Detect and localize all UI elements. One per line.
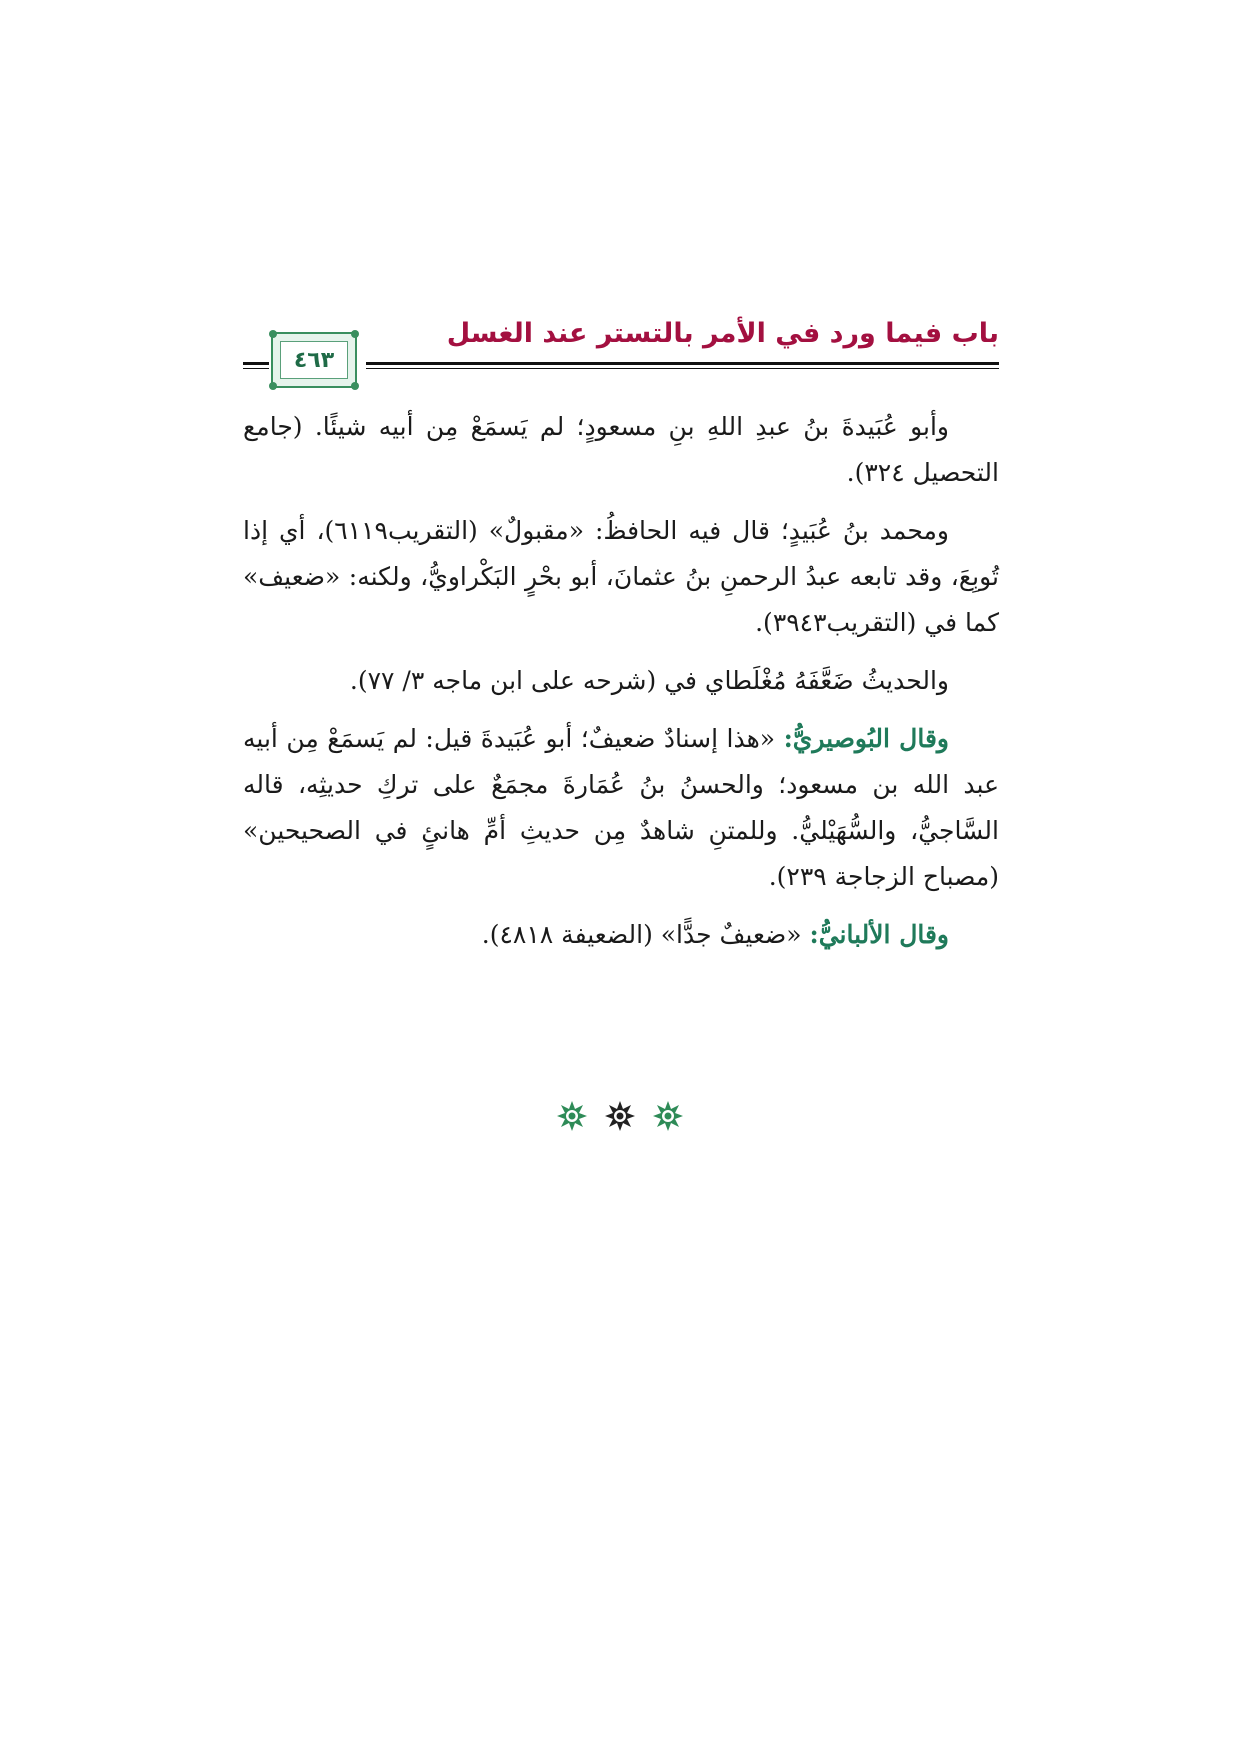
paragraph-5: [243, 912, 999, 958]
header-rule-left: [243, 362, 269, 369]
paragraph-4: [243, 716, 999, 900]
speaker-albani: وقال الألبانيُّ:: [809, 920, 949, 949]
frame-corner-icon: [269, 382, 277, 390]
paragraph-1: وأبو عُبَيدةَ بنُ عبدِ اللهِ بنِ مسعودٍ؛ لم يَسمَعْ مِن أبيه شيئًا. (جامع التحصيل ٣٢٤).: [243, 412, 999, 487]
frame-corner-icon: [269, 330, 277, 338]
paragraph-3: والحديثُ ضَعَّفَهُ مُغْلَطاي في (شرحه على ابن ماجه ٣/ ٧٧).: [349, 666, 949, 695]
page-number: ٤٦٣: [280, 341, 348, 379]
main-text: [243, 404, 999, 970]
section-end-ornaments: [0, 1100, 1240, 1132]
chapter-title: باب فيما ورد في الأمر بالتستر عند الغسل: [446, 318, 999, 349]
quote-busiri: «هذا إسنادٌ ضعيفٌ؛ أبو عُبَيدةَ قيل: لم يَسمَعْ مِن أبيه عبد الله بن مسعود؛ والحسنُ بنُ عُمَارةَ مجمَعٌ على تركِ حديثِه، قاله السَّاجيُّ، والسُّهَيْليُّ. وللمتنِ شاهدٌ مِن حديثِ أمِّ هانئٍ في الصحيحين» (مصباح الزجاجة ٢٣٩).: [243, 724, 999, 891]
flower-ornament-icon: [556, 1100, 588, 1132]
frame-corner-icon: [351, 330, 359, 338]
flower-ornament-icon: [652, 1100, 684, 1132]
speaker-busiri: وقال البُوصيريُّ:: [783, 724, 949, 753]
page-number-frame: [271, 332, 357, 388]
header-rule: [366, 362, 999, 369]
frame-corner-icon: [351, 382, 359, 390]
paragraph-2: ومحمد بنُ عُبَيدٍ؛ قال فيه الحافظُ: «مقبولٌ» (التقريب٦١١٩)، أي إذا تُوبِعَ، وقد تابعه عبدُ الرحمنِ بنُ عثمانَ، أبو بحْرٍ البَكْراويُّ، ولكنه: «ضعيف» كما في (التقريب٣٩٤٣).: [243, 516, 999, 637]
quote-albani: «ضعيفٌ جدًّا» (الضعيفة ٤٨١٨).: [481, 920, 810, 949]
flower-ornament-icon: [604, 1100, 636, 1132]
page-header: [243, 318, 999, 388]
